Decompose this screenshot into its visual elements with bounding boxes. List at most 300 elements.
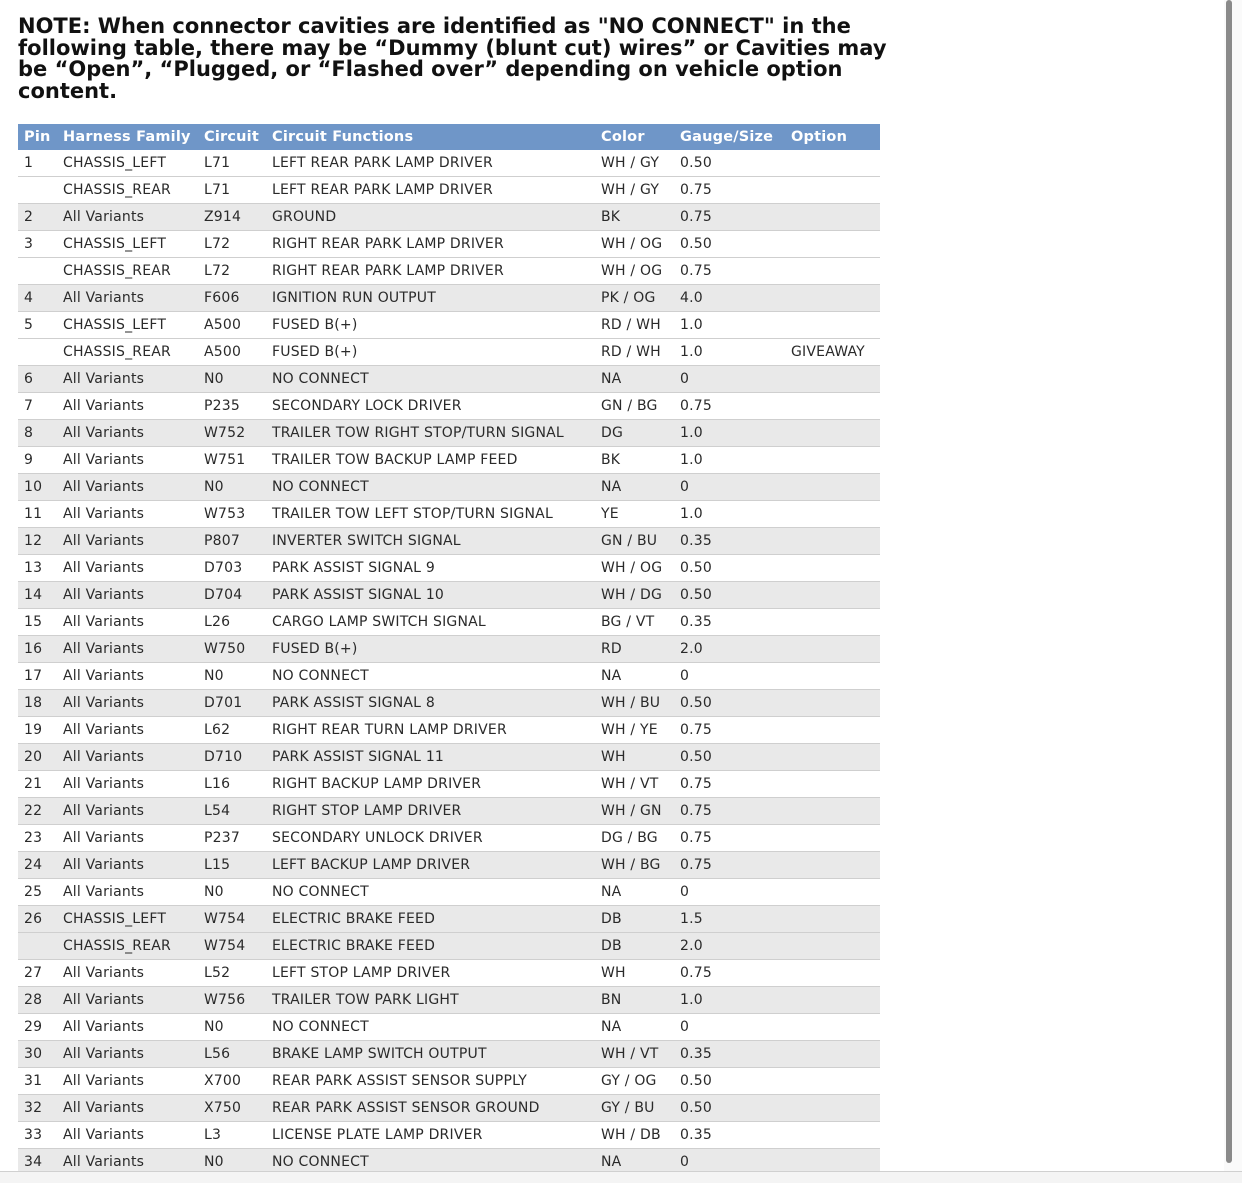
cell-harness-family: All Variants — [57, 285, 198, 312]
cell-option — [785, 852, 880, 879]
cell-circuit: L72 — [198, 258, 266, 285]
cell-option — [785, 690, 880, 717]
cell-circuit-function: SECONDARY UNLOCK DRIVER — [266, 825, 595, 852]
table-row — [18, 285, 880, 312]
table-row — [18, 474, 880, 501]
cell-pin: 29 — [18, 1014, 57, 1041]
cell-circuit-function: PARK ASSIST SIGNAL 10 — [266, 582, 595, 609]
cell-option — [785, 1014, 880, 1041]
cell-circuit-function: LEFT REAR PARK LAMP DRIVER — [266, 177, 595, 204]
cell-pin: 26 — [18, 906, 57, 933]
cell-circuit: N0 — [198, 1014, 266, 1041]
cell-harness-family: All Variants — [57, 798, 198, 825]
cell-harness-family: All Variants — [57, 852, 198, 879]
cell-gauge-size: 2.0 — [674, 636, 785, 663]
cell-harness-family: CHASSIS_LEFT — [57, 150, 198, 177]
cell-gauge-size: 0.50 — [674, 744, 785, 771]
cell-pin: 3 — [18, 231, 57, 258]
cell-pin: 28 — [18, 987, 57, 1014]
cell-circuit-function: FUSED B(+) — [266, 339, 595, 366]
cell-wire-color: NA — [595, 1014, 674, 1041]
cell-pin — [18, 933, 57, 960]
cell-wire-color: GY / OG — [595, 1068, 674, 1095]
cell-circuit-function: NO CONNECT — [266, 474, 595, 501]
cell-gauge-size: 0.50 — [674, 231, 785, 258]
cell-gauge-size: 0.50 — [674, 150, 785, 177]
cell-pin: 31 — [18, 1068, 57, 1095]
table-row — [18, 960, 880, 987]
cell-wire-color: NA — [595, 366, 674, 393]
cell-pin: 18 — [18, 690, 57, 717]
cell-pin: 13 — [18, 555, 57, 582]
cell-gauge-size: 1.0 — [674, 447, 785, 474]
cell-harness-family: CHASSIS_REAR — [57, 933, 198, 960]
table-row — [18, 150, 880, 177]
cell-gauge-size: 0.75 — [674, 393, 785, 420]
cell-gauge-size: 0.75 — [674, 825, 785, 852]
table-row — [18, 1095, 880, 1122]
cell-option — [785, 420, 880, 447]
cell-harness-family: All Variants — [57, 582, 198, 609]
cell-circuit-function: NO CONNECT — [266, 1149, 595, 1176]
cell-circuit: D701 — [198, 690, 266, 717]
cell-circuit-function: ELECTRIC BRAKE FEED — [266, 906, 595, 933]
cell-circuit: L72 — [198, 231, 266, 258]
cell-wire-color: GN / BU — [595, 528, 674, 555]
cell-pin: 5 — [18, 312, 57, 339]
header-circuit-functions: Circuit Functions — [266, 124, 595, 150]
cell-option — [785, 1068, 880, 1095]
cell-circuit: P235 — [198, 393, 266, 420]
cell-wire-color: WH / DB — [595, 1122, 674, 1149]
cell-circuit: Z914 — [198, 204, 266, 231]
cell-wire-color: WH / OG — [595, 231, 674, 258]
cell-harness-family: All Variants — [57, 528, 198, 555]
cell-circuit-function: SECONDARY LOCK DRIVER — [266, 393, 595, 420]
cell-circuit-function: CARGO LAMP SWITCH SIGNAL — [266, 609, 595, 636]
cell-harness-family: All Variants — [57, 447, 198, 474]
cell-option — [785, 906, 880, 933]
table-header-row — [18, 124, 880, 150]
cell-circuit-function: RIGHT REAR PARK LAMP DRIVER — [266, 231, 595, 258]
cell-wire-color: PK / OG — [595, 285, 674, 312]
header-gauge-size: Gauge/Size — [674, 124, 785, 150]
cell-pin: 30 — [18, 1041, 57, 1068]
cell-option — [785, 879, 880, 906]
cell-option — [785, 798, 880, 825]
cell-wire-color: WH / OG — [595, 555, 674, 582]
cell-option — [785, 744, 880, 771]
table-row — [18, 1041, 880, 1068]
cell-harness-family: All Variants — [57, 366, 198, 393]
cell-gauge-size: 1.0 — [674, 501, 785, 528]
cell-harness-family: All Variants — [57, 1095, 198, 1122]
table-row — [18, 420, 880, 447]
cell-gauge-size: 0.50 — [674, 555, 785, 582]
cell-circuit-function: RIGHT BACKUP LAMP DRIVER — [266, 771, 595, 798]
cell-gauge-size: 0 — [674, 879, 785, 906]
cell-circuit-function: INVERTER SWITCH SIGNAL — [266, 528, 595, 555]
cell-circuit: L16 — [198, 771, 266, 798]
header-harness-family: Harness Family — [57, 124, 198, 150]
cell-gauge-size: 0.75 — [674, 177, 785, 204]
cell-harness-family: All Variants — [57, 1068, 198, 1095]
cell-circuit-function: RIGHT STOP LAMP DRIVER — [266, 798, 595, 825]
table-row — [18, 447, 880, 474]
table-row — [18, 1122, 880, 1149]
cell-option — [785, 636, 880, 663]
cell-gauge-size: 0.35 — [674, 1122, 785, 1149]
cell-option — [785, 474, 880, 501]
cell-circuit-function: REAR PARK ASSIST SENSOR GROUND — [266, 1095, 595, 1122]
cell-circuit-function: LEFT BACKUP LAMP DRIVER — [266, 852, 595, 879]
cell-harness-family: All Variants — [57, 501, 198, 528]
table-body — [18, 150, 880, 1176]
cell-circuit: P237 — [198, 825, 266, 852]
cell-circuit: L71 — [198, 177, 266, 204]
cell-wire-color: WH / BG — [595, 852, 674, 879]
cell-pin: 33 — [18, 1122, 57, 1149]
cell-wire-color: WH / GN — [595, 798, 674, 825]
horizontal-scrollbar[interactable] — [0, 1171, 1242, 1183]
table-row — [18, 1014, 880, 1041]
cell-wire-color: DB — [595, 906, 674, 933]
cell-circuit: D703 — [198, 555, 266, 582]
cell-harness-family: CHASSIS_REAR — [57, 339, 198, 366]
cell-pin: 9 — [18, 447, 57, 474]
cell-wire-color: GY / BU — [595, 1095, 674, 1122]
cell-circuit-function: RIGHT REAR TURN LAMP DRIVER — [266, 717, 595, 744]
cell-pin: 34 — [18, 1149, 57, 1176]
cell-circuit: N0 — [198, 879, 266, 906]
cell-circuit-function: TRAILER TOW RIGHT STOP/TURN SIGNAL — [266, 420, 595, 447]
cell-wire-color: WH / VT — [595, 1041, 674, 1068]
cell-option — [785, 609, 880, 636]
cell-wire-color: RD / WH — [595, 339, 674, 366]
cell-option — [785, 582, 880, 609]
cell-option — [785, 960, 880, 987]
cell-pin: 23 — [18, 825, 57, 852]
cell-option — [785, 663, 880, 690]
cell-wire-color: WH / OG — [595, 258, 674, 285]
cell-circuit: N0 — [198, 474, 266, 501]
cell-option — [785, 231, 880, 258]
cell-circuit-function: RIGHT REAR PARK LAMP DRIVER — [266, 258, 595, 285]
cell-gauge-size: 0.35 — [674, 528, 785, 555]
cell-pin: 20 — [18, 744, 57, 771]
cell-harness-family: All Variants — [57, 204, 198, 231]
table-row — [18, 798, 880, 825]
cell-wire-color: NA — [595, 474, 674, 501]
cell-circuit: A500 — [198, 339, 266, 366]
table-row — [18, 609, 880, 636]
cell-harness-family: CHASSIS_LEFT — [57, 312, 198, 339]
cell-circuit: W751 — [198, 447, 266, 474]
cell-wire-color: WH / GY — [595, 150, 674, 177]
cell-option — [785, 312, 880, 339]
cell-circuit-function: TRAILER TOW PARK LIGHT — [266, 987, 595, 1014]
cell-pin: 10 — [18, 474, 57, 501]
cell-wire-color: BG / VT — [595, 609, 674, 636]
cell-pin: 12 — [18, 528, 57, 555]
cell-circuit: W756 — [198, 987, 266, 1014]
table-row — [18, 258, 880, 285]
table-row — [18, 1068, 880, 1095]
cell-gauge-size: 0 — [674, 474, 785, 501]
cell-harness-family: All Variants — [57, 987, 198, 1014]
cell-circuit-function: TRAILER TOW LEFT STOP/TURN SIGNAL — [266, 501, 595, 528]
cell-circuit: L26 — [198, 609, 266, 636]
cell-pin — [18, 258, 57, 285]
table-row — [18, 933, 880, 960]
cell-pin: 19 — [18, 717, 57, 744]
cell-circuit-function: FUSED B(+) — [266, 636, 595, 663]
note-text: NOTE: When connector cavities are identified as "NO CONNECT" in the following table, there may be “Dummy (blunt cut) wires” or Cavities may be “Open”, “Plugged, or “Flashed over” depending on vehicle option content. — [18, 14, 887, 103]
cell-harness-family: All Variants — [57, 1122, 198, 1149]
cell-circuit: N0 — [198, 1149, 266, 1176]
cell-circuit-function: TRAILER TOW BACKUP LAMP FEED — [266, 447, 595, 474]
cell-option — [785, 150, 880, 177]
cell-pin: 1 — [18, 150, 57, 177]
cell-harness-family: All Variants — [57, 1041, 198, 1068]
cell-harness-family: All Variants — [57, 1149, 198, 1176]
cell-circuit: L56 — [198, 1041, 266, 1068]
cell-pin — [18, 177, 57, 204]
cell-gauge-size: 1.0 — [674, 987, 785, 1014]
table-row — [18, 501, 880, 528]
cell-harness-family: All Variants — [57, 420, 198, 447]
table-row — [18, 825, 880, 852]
cell-circuit-function: FUSED B(+) — [266, 312, 595, 339]
cell-harness-family: CHASSIS_LEFT — [57, 906, 198, 933]
cell-circuit-function: ELECTRIC BRAKE FEED — [266, 933, 595, 960]
cell-circuit: L71 — [198, 150, 266, 177]
table-row — [18, 177, 880, 204]
table-row — [18, 312, 880, 339]
cell-circuit-function: GROUND — [266, 204, 595, 231]
cell-circuit-function: PARK ASSIST SIGNAL 8 — [266, 690, 595, 717]
cell-wire-color: YE — [595, 501, 674, 528]
cell-gauge-size: 0 — [674, 663, 785, 690]
cell-gauge-size: 0.50 — [674, 1068, 785, 1095]
cell-circuit-function: NO CONNECT — [266, 879, 595, 906]
cell-circuit: A500 — [198, 312, 266, 339]
table-row — [18, 636, 880, 663]
cell-option — [785, 825, 880, 852]
cell-wire-color: NA — [595, 1149, 674, 1176]
cell-pin: 25 — [18, 879, 57, 906]
cell-circuit: F606 — [198, 285, 266, 312]
cell-circuit: X700 — [198, 1068, 266, 1095]
cell-circuit-function: LEFT REAR PARK LAMP DRIVER — [266, 150, 595, 177]
cell-harness-family: All Variants — [57, 879, 198, 906]
cell-gauge-size: 0.75 — [674, 960, 785, 987]
cell-circuit-function: NO CONNECT — [266, 366, 595, 393]
cell-gauge-size: 0.50 — [674, 1095, 785, 1122]
cell-option — [785, 447, 880, 474]
cell-circuit-function: NO CONNECT — [266, 663, 595, 690]
cell-circuit-function: PARK ASSIST SIGNAL 9 — [266, 555, 595, 582]
cell-harness-family: All Variants — [57, 393, 198, 420]
table-row — [18, 555, 880, 582]
cell-pin: 15 — [18, 609, 57, 636]
cell-option — [785, 366, 880, 393]
cell-pin — [18, 339, 57, 366]
cell-harness-family: All Variants — [57, 771, 198, 798]
cell-gauge-size: 1.0 — [674, 420, 785, 447]
cell-circuit: X750 — [198, 1095, 266, 1122]
table-row — [18, 852, 880, 879]
cell-pin: 16 — [18, 636, 57, 663]
cell-circuit: L15 — [198, 852, 266, 879]
header-pin: Pin — [18, 124, 57, 150]
cell-pin: 11 — [18, 501, 57, 528]
cell-wire-color: BK — [595, 204, 674, 231]
cell-circuit: W752 — [198, 420, 266, 447]
cell-gauge-size: 0.75 — [674, 258, 785, 285]
cell-harness-family: All Variants — [57, 717, 198, 744]
cell-option — [785, 933, 880, 960]
cell-harness-family: CHASSIS_REAR — [57, 258, 198, 285]
cell-circuit: N0 — [198, 663, 266, 690]
cell-option — [785, 501, 880, 528]
cell-wire-color: WH — [595, 744, 674, 771]
cell-circuit: P807 — [198, 528, 266, 555]
cell-wire-color: WH / BU — [595, 690, 674, 717]
cell-option — [785, 393, 880, 420]
cell-option — [785, 987, 880, 1014]
table-row — [18, 771, 880, 798]
table-row — [18, 366, 880, 393]
cell-gauge-size: 0.35 — [674, 609, 785, 636]
cell-harness-family: All Variants — [57, 555, 198, 582]
cell-wire-color: WH / VT — [595, 771, 674, 798]
table-row — [18, 690, 880, 717]
cell-pin: 17 — [18, 663, 57, 690]
cell-circuit: W754 — [198, 906, 266, 933]
cell-circuit: L62 — [198, 717, 266, 744]
cell-option — [785, 285, 880, 312]
cell-gauge-size: 2.0 — [674, 933, 785, 960]
cell-wire-color: GN / BG — [595, 393, 674, 420]
cell-wire-color: BK — [595, 447, 674, 474]
cell-wire-color: WH — [595, 960, 674, 987]
cell-wire-color: RD — [595, 636, 674, 663]
table-row — [18, 744, 880, 771]
table-row — [18, 987, 880, 1014]
cell-harness-family: All Variants — [57, 960, 198, 987]
header-option: Option — [785, 124, 880, 150]
cell-harness-family: All Variants — [57, 636, 198, 663]
cell-pin: 21 — [18, 771, 57, 798]
cell-wire-color: DB — [595, 933, 674, 960]
cell-pin: 27 — [18, 960, 57, 987]
cell-wire-color: RD / WH — [595, 312, 674, 339]
cell-circuit: D704 — [198, 582, 266, 609]
connector-pinout-table — [18, 124, 880, 1176]
cell-option — [785, 717, 880, 744]
cell-gauge-size: 0.50 — [674, 582, 785, 609]
cell-gauge-size: 0 — [674, 366, 785, 393]
table-row — [18, 393, 880, 420]
cell-gauge-size: 0 — [674, 1014, 785, 1041]
cell-option — [785, 771, 880, 798]
cell-circuit-function: LEFT STOP LAMP DRIVER — [266, 960, 595, 987]
cell-wire-color: WH / YE — [595, 717, 674, 744]
cell-gauge-size: 0.75 — [674, 852, 785, 879]
cell-circuit: L54 — [198, 798, 266, 825]
cell-option — [785, 258, 880, 285]
cell-pin: 32 — [18, 1095, 57, 1122]
cell-harness-family: All Variants — [57, 825, 198, 852]
cell-pin: 4 — [18, 285, 57, 312]
cell-circuit: L3 — [198, 1122, 266, 1149]
cell-harness-family: CHASSIS_LEFT — [57, 231, 198, 258]
cell-pin: 7 — [18, 393, 57, 420]
cell-gauge-size: 0.75 — [674, 771, 785, 798]
cell-option — [785, 204, 880, 231]
cell-circuit-function: NO CONNECT — [266, 1014, 595, 1041]
cell-gauge-size: 0.50 — [674, 690, 785, 717]
cell-harness-family: All Variants — [57, 744, 198, 771]
cell-wire-color: BN — [595, 987, 674, 1014]
vertical-scrollbar[interactable] — [1224, 0, 1242, 1183]
cell-harness-family: CHASSIS_REAR — [57, 177, 198, 204]
cell-gauge-size: 1.0 — [674, 312, 785, 339]
cell-gauge-size: 0.35 — [674, 1041, 785, 1068]
cell-gauge-size: 1.0 — [674, 339, 785, 366]
cell-harness-family: All Variants — [57, 609, 198, 636]
table-row — [18, 231, 880, 258]
cell-gauge-size: 4.0 — [674, 285, 785, 312]
cell-pin: 2 — [18, 204, 57, 231]
table-row — [18, 204, 880, 231]
table-row — [18, 879, 880, 906]
table-row — [18, 663, 880, 690]
cell-circuit: W753 — [198, 501, 266, 528]
cell-option — [785, 555, 880, 582]
cell-circuit: N0 — [198, 366, 266, 393]
cell-pin: 24 — [18, 852, 57, 879]
cell-wire-color: WH / GY — [595, 177, 674, 204]
cell-gauge-size: 0.75 — [674, 717, 785, 744]
cell-circuit: D710 — [198, 744, 266, 771]
cell-harness-family: All Variants — [57, 663, 198, 690]
cell-pin: 8 — [18, 420, 57, 447]
header-color: Color — [595, 124, 674, 150]
scrollbar-thumb[interactable] — [1226, 0, 1232, 1163]
cell-harness-family: All Variants — [57, 474, 198, 501]
header-circuit: Circuit — [198, 124, 266, 150]
cell-wire-color: NA — [595, 663, 674, 690]
cell-wire-color: WH / DG — [595, 582, 674, 609]
cell-circuit-function: REAR PARK ASSIST SENSOR SUPPLY — [266, 1068, 595, 1095]
cell-pin: 14 — [18, 582, 57, 609]
cell-circuit: W754 — [198, 933, 266, 960]
cell-option: GIVEAWAY — [785, 339, 880, 366]
cell-option — [785, 1095, 880, 1122]
cell-circuit-function: PARK ASSIST SIGNAL 11 — [266, 744, 595, 771]
table-row — [18, 717, 880, 744]
table-row — [18, 906, 880, 933]
cell-wire-color: DG — [595, 420, 674, 447]
cell-option — [785, 177, 880, 204]
cell-option — [785, 1041, 880, 1068]
cell-gauge-size: 0 — [674, 1149, 785, 1176]
cell-option — [785, 528, 880, 555]
cell-pin: 6 — [18, 366, 57, 393]
cell-circuit-function: BRAKE LAMP SWITCH OUTPUT — [266, 1041, 595, 1068]
